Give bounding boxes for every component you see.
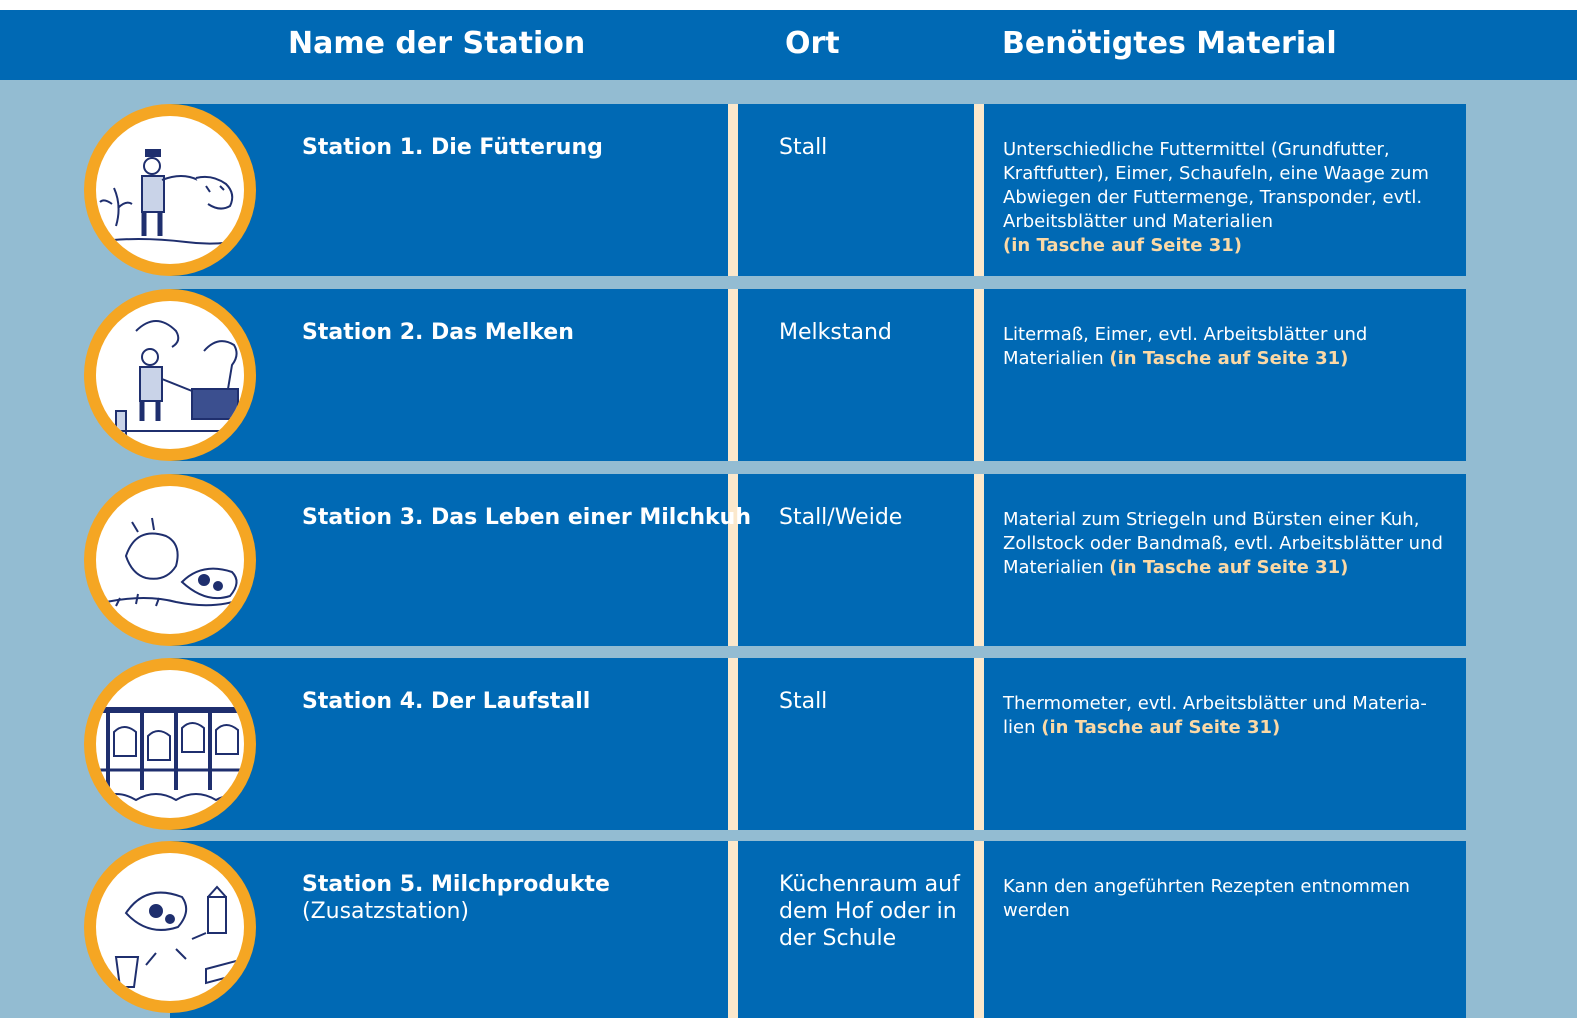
column-divider	[974, 289, 984, 461]
station-subtitle: (Zusatzstation)	[302, 899, 470, 924]
station-name-title: Station 5. Milchprodukte	[302, 872, 610, 897]
column-divider	[728, 104, 738, 276]
station-material	[1003, 508, 1455, 580]
material-text: Unterschiedliche Futtermittel (Grundfutter, Kraftfutter), Eimer, Schaufeln, eine Waage zum Abwiegen der Futtermenge, Transponder, evtl. Arbeitsblätter und Materialien	[1003, 139, 1429, 232]
column-header-material: Benötigtes Material	[1002, 26, 1337, 61]
station-material	[1003, 138, 1455, 258]
station-illustration-frame	[84, 841, 256, 1013]
row-band	[170, 289, 1466, 461]
station-row-2	[84, 289, 1466, 461]
material-note: (in Tasche auf Seite 31)	[1041, 717, 1281, 738]
material-note: (in Tasche auf Seite 31)	[1003, 235, 1243, 256]
column-header-name: Name der Station	[288, 26, 586, 61]
material-text: Kann den angeführten Rezepten entnommen werden	[1003, 876, 1410, 921]
column-divider	[974, 841, 984, 1018]
milking-illustration	[96, 301, 244, 449]
material-text: Thermometer, evtl. Arbeitsblätter und Materia-lien	[1003, 693, 1427, 738]
station-location: Stall/Weide	[779, 505, 903, 530]
column-divider	[728, 289, 738, 461]
station-row-3	[84, 474, 1466, 646]
column-divider	[974, 658, 984, 830]
station-material	[1003, 692, 1455, 740]
column-divider	[974, 474, 984, 646]
station-illustration-frame	[84, 474, 256, 646]
station-name: Station 1. Die Fütterung	[302, 135, 603, 160]
station-name	[302, 871, 742, 925]
station-row-4	[84, 658, 1466, 830]
station-row-5	[84, 841, 1466, 1018]
material-note: (in Tasche auf Seite 31)	[1109, 557, 1349, 578]
dairy-products-illustration	[96, 853, 244, 1001]
station-location: Stall	[779, 135, 828, 160]
station-location: Melkstand	[779, 320, 892, 345]
station-name: Station 3. Das Leben einer Milchkuh	[302, 505, 752, 530]
row-band	[170, 658, 1466, 830]
station-location: Stall	[779, 689, 828, 714]
station-row-1	[84, 104, 1466, 276]
material-text: Litermaß, Eimer, evtl. Arbeitsblätter und Materialien	[1003, 324, 1368, 369]
station-location: Küchenraum auf dem Hof oder in der Schule	[779, 872, 960, 951]
column-divider	[974, 104, 984, 276]
station-name: Station 2. Das Melken	[302, 320, 574, 345]
column-divider	[728, 658, 738, 830]
station-material	[1003, 875, 1455, 923]
station-illustration-frame	[84, 104, 256, 276]
station-name: Station 4. Der Laufstall	[302, 689, 591, 714]
material-text: Material zum Striegeln und Bürsten einer Kuh, Zollstock oder Bandmaß, evtl. Arbeitsblätter und Materialien	[1003, 509, 1443, 578]
station-illustration-frame	[84, 289, 256, 461]
free-stall-barn-illustration	[96, 670, 244, 818]
material-note: (in Tasche auf Seite 31)	[1109, 348, 1349, 369]
farmer-feeding-cow-illustration	[96, 116, 244, 264]
table-header	[0, 10, 1577, 80]
dairy-cow-life-illustration	[96, 486, 244, 634]
column-divider	[728, 841, 738, 1018]
station-material	[1003, 323, 1455, 371]
station-illustration-frame	[84, 658, 256, 830]
column-header-ort: Ort	[785, 26, 840, 61]
column-divider	[728, 474, 738, 646]
